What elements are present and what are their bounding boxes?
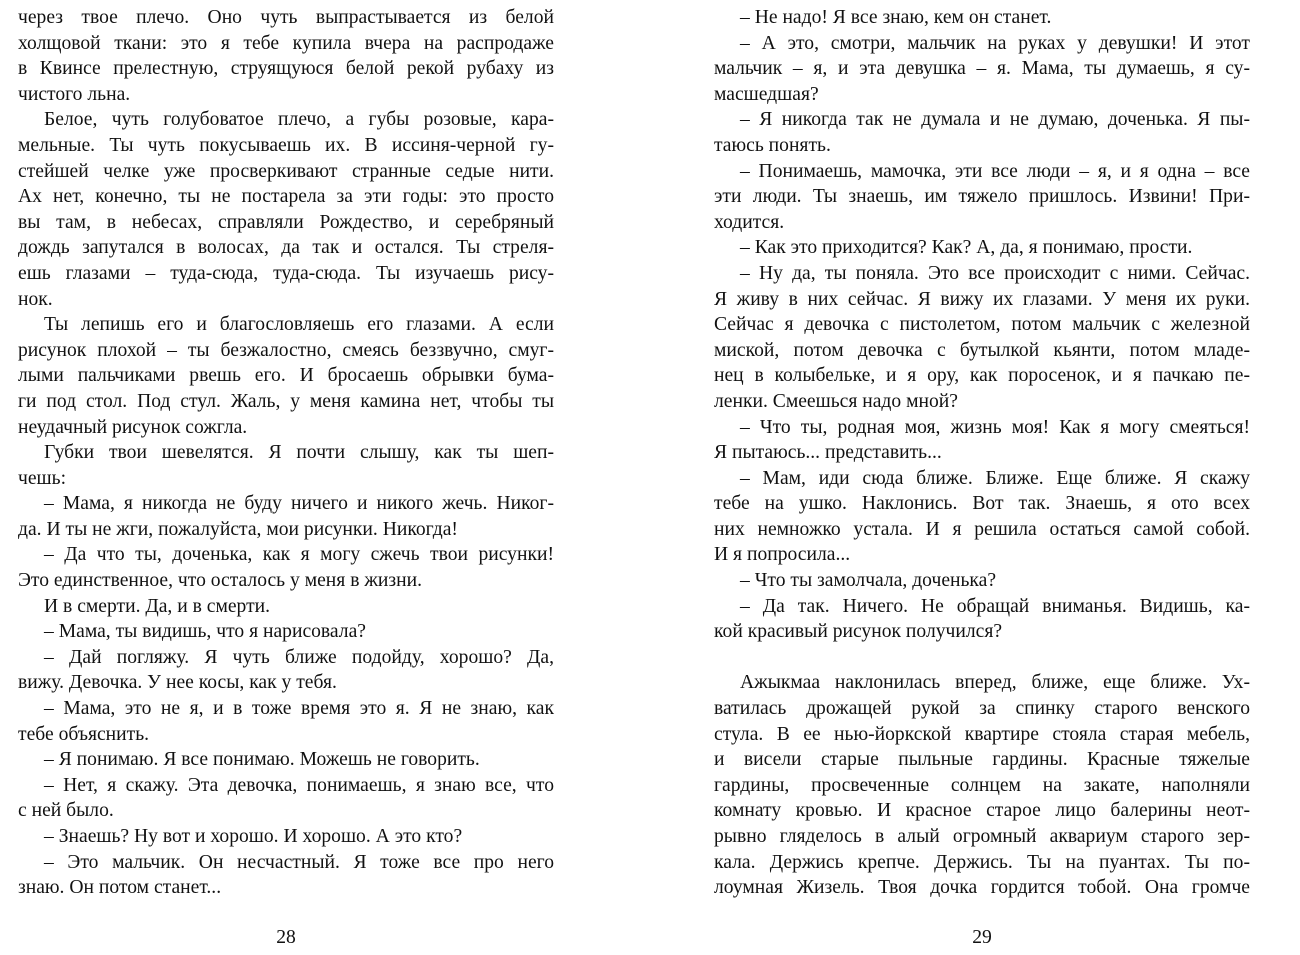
text-line: с ней было. (18, 800, 114, 822)
text-line: тебе объяснить. (18, 723, 150, 745)
text-line: чешь: (18, 467, 67, 489)
text-line: – Мам, иди сюда ближе. Ближе. Еще ближе. Я скажу (740, 467, 1250, 489)
text-line: – Нет, я скажу. Эта девочка, понимаешь, я знаю все, что (44, 774, 554, 796)
text-line: Это единственное, что осталось у меня в жизни. (18, 570, 422, 592)
text-line: – Понимаешь, мамочка, эти все люди – я, и я одна – все (740, 160, 1250, 182)
text-line: – Знаешь? Ну вот и хорошо. И хорошо. А это кто? (44, 826, 463, 847)
text-line: – Да что ты, доченька, как я могу сжечь твои рисунки! (44, 544, 554, 566)
text-line: – Я никогда так не думала и не думаю, доченька. Я пы- (740, 109, 1250, 131)
text-line: – Да так. Ничего. Не обращай вниманья. Видишь, ка- (740, 595, 1250, 617)
text-line: чистого льна. (18, 83, 131, 105)
text-line: Я живу в них сейчас. Я вижу их глазами. У меня их руки. (714, 288, 1250, 310)
text-line: ешь глазами – туда-сюда, туда-сюда. Ты изучаешь рису- (18, 262, 554, 284)
text-line: миской, потом девочка с бутылкой кьянти, потом младе- (714, 339, 1250, 361)
text-line: и висели старые пыльные гардины. Красные тяжелые (714, 749, 1250, 771)
text-line: кала. Держись крепче. Держись. Ты на пуантах. Ты по- (714, 851, 1250, 873)
left-page-text (18, 5, 554, 901)
text-line: холщовой ткани: это я тебе купила вчера на распродаже (18, 32, 554, 54)
text-line: тебе на ушко. Наклонись. Вот так. Знаешь, я ото всех (714, 493, 1250, 515)
text-line: – Не надо! Я все знаю, кем он станет. (740, 7, 1052, 28)
text-line: И в смерти. Да, и в смерти. (44, 595, 271, 617)
text-line: – Мама, ты видишь, что я нарисовала? (44, 621, 366, 643)
text-line: – Мама, это не я, и в тоже время это я. Я не знаю, как (44, 698, 554, 720)
text-line: ленки. Смеешься надо мной? (714, 390, 958, 412)
text-line: кой красивый рисунок получился? (714, 621, 1003, 643)
text-line: нок. (18, 288, 53, 310)
text-line: Ажыкмаа наклонилась вперед, ближе, еще ближе. Ух- (740, 672, 1250, 694)
text-line: ватилась дрожащей рукой за спинку старого венского (714, 698, 1250, 720)
text-line: через твое плечо. Оно чуть выпрастывается из белой (18, 7, 554, 28)
text-line: – Ну да, ты поняла. Это все происходит с ними. Сейчас. (740, 262, 1250, 284)
text-line: – Как это приходится? Как? А, да, я понимаю, прости. (740, 237, 1193, 259)
left-page (18, 0, 554, 955)
right-page (714, 0, 1250, 955)
text-line: – А это, смотри, мальчик на руках у девушки! И этот (740, 32, 1250, 54)
text-line: – Дай погляжу. Я чуть ближе подойду, хорошо? Да, (44, 646, 554, 668)
text-line: да. И ты не жги, пожалуйста, мои рисунки. Никогда! (18, 518, 458, 540)
text-line: масшедшая? (714, 83, 819, 105)
left-page-number: 28 (276, 927, 296, 948)
text-line: ходится. (714, 211, 785, 233)
right-page-number: 29 (972, 927, 992, 948)
text-line: Сейчас я девочка с пистолетом, потом мальчик с железной (714, 314, 1250, 336)
text-line: стула. В ее нью-йоркской квартире стояла старая мебель, (714, 723, 1250, 745)
text-line: лоумная Жизель. Твоя дочка гордится тобой. Она громче (714, 877, 1250, 899)
text-line: в Квинсе прелестную, струящуюся белой рекой рубаху из (18, 58, 554, 80)
text-line: Ах нет, конечно, ты не постарела за эти годы: это просто (18, 186, 554, 208)
text-line: Ты лепишь его и благословляешь его глазами. А если (44, 314, 554, 336)
text-line: нец в колыбельке, и я ору, как поросенок, и я пачкаю пе- (714, 365, 1250, 387)
text-line: ги под стол. Под стул. Жаль, у меня камина нет, чтобы ты (18, 390, 554, 412)
text-line: них немножко устала. И я решила остаться самой собой. (714, 518, 1250, 540)
text-line: лыми пальчиками рвешь его. И бросаешь обрывки бума- (18, 365, 554, 387)
text-line: знаю. Он потом станет... (18, 877, 222, 899)
text-line: Белое, чуть голубоватое плечо, а губы розовые, кара- (44, 109, 554, 131)
text-line: Я пытаюсь... представить... (714, 442, 942, 464)
text-line: эти люди. Ты знаешь, им тяжело пришлось. Извини! При- (714, 186, 1250, 208)
text-line: дождь запутался в волосах, да так и остался. Ты стреля- (18, 237, 554, 259)
text-line: мельные. Ты чуть покусываешь их. В иссиня-черной гу- (18, 134, 554, 156)
text-line: вы там, в небесах, справляли Рождество, и серебряный (18, 211, 554, 233)
text-line: – Я понимаю. Я все понимаю. Можешь не говорить. (44, 749, 480, 771)
text-line: гардины, просвеченные солнцем на закате, наполняли (714, 774, 1250, 796)
blank-line (714, 645, 1250, 671)
text-line: рывно гляделось в алый огромный аквариум старого зер- (714, 826, 1250, 847)
text-line: рисунок плохой – ты безжалостно, смеясь беззвучно, смуг- (18, 339, 554, 361)
text-line: таюсь понять. (714, 134, 831, 156)
text-line: И я попросила... (714, 544, 851, 566)
text-line: неудачный рисунок сожгла. (18, 416, 248, 438)
text-line: вижу. Девочка. У нее косы, как у тебя. (18, 672, 337, 694)
text-line: – Что ты замолчала, доченька? (740, 570, 997, 592)
right-page-text (714, 5, 1250, 901)
text-line: Губки твои шевелятся. Я почти слышу, как ты шеп- (44, 442, 554, 464)
text-line: комнату кровью. И красное старое лицо балерины неот- (714, 800, 1250, 822)
text-line: мальчик – я, и эта девушка – я. Мама, ты думаешь, я су- (714, 58, 1250, 80)
text-line: стейшей челке уже просверкивают странные седые нити. (18, 160, 554, 182)
text-line: – Что ты, родная моя, жизнь моя! Как я могу смеяться! (740, 416, 1250, 438)
text-line: – Это мальчик. Он несчастный. Я тоже все про него (44, 851, 554, 873)
text-line: – Мама, я никогда не буду ничего и никого жечь. Никог- (44, 493, 554, 515)
